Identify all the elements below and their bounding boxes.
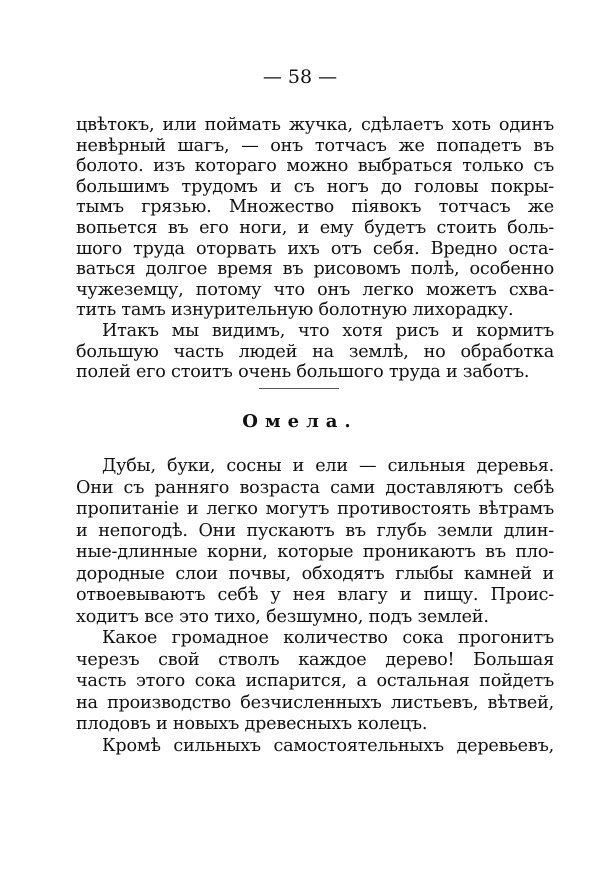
text-line: плодовъ и новыхъ древесныхъ колецъ.	[76, 714, 428, 734]
text-line: цвѣтокъ, или поймать жучка, сдѣлаетъ хоть одинъ	[76, 115, 554, 135]
text-line: ходитъ все это тихо, безшумно, подъ землей.	[76, 606, 489, 627]
text-line: невѣрный шагъ, — онъ тотчасъ же попадетъ въ	[76, 135, 554, 156]
text-line: большимъ трудомъ и съ ногъ до головы покры-	[76, 176, 554, 197]
text-line: шого труда оторвать ихъ отъ себя. Вредно оста-	[76, 238, 554, 259]
paragraph	[76, 456, 554, 628]
text-line: Итакъ мы видимъ, что хотя рисъ и кормитъ	[102, 320, 554, 341]
text-line: и непогодѣ. Они пускаютъ въ глубь земли длин-	[76, 520, 554, 541]
text-line: пропитаніе и легко могутъ противостоять вѣтрамъ	[76, 499, 554, 519]
text-line: Дубы, буки, сосны и ели — сильныя деревья.	[102, 456, 554, 476]
paragraph	[76, 115, 554, 321]
text-block-bottom	[76, 456, 554, 757]
text-line: ваться долгое время въ рисовомъ полѣ, особенно	[76, 259, 554, 280]
text-line: черезъ свой стволъ каждое дерево! Большая	[76, 649, 554, 670]
text-line: полей его стоитъ очень большого труда и заботъ.	[76, 362, 530, 383]
text-line: часть этого сока испарится, а остальная пойдетъ	[76, 671, 554, 691]
text-line: на производство безчисленныхъ листьевъ, вѣтвей,	[76, 692, 554, 713]
text-line: Кромѣ сильныхъ самостоятельныхъ деревьевъ,	[102, 735, 554, 756]
text-line: вопьется въ его ноги, и ему будетъ стоить боль-	[76, 217, 554, 238]
section-divider	[259, 388, 339, 390]
text-line: отвоевываютъ себѣ у нея влагу и пищу. Проис-	[76, 585, 554, 605]
text-line: дородные слои почвы, обходятъ глыбы камней и	[76, 563, 554, 584]
text-line: тымъ грязью. Множество піявокъ тотчасъ же	[76, 197, 554, 218]
text-line: большую часть людей на землѣ, но обработка	[76, 341, 554, 362]
text-line: ные-длинные корни, которые проникаютъ въ пло-	[76, 542, 554, 562]
paragraph	[76, 321, 554, 383]
paragraph	[76, 628, 554, 736]
section-title: Омела.	[242, 411, 358, 432]
page-number: — 58 —	[262, 66, 338, 88]
text-line: чужеземцу, потому что онъ легко можетъ схва-	[76, 279, 554, 300]
text-line: болото. изъ котораго можно выбраться только съ	[76, 156, 554, 177]
paragraph	[76, 736, 554, 758]
text-line: Они съ ранняго возраста сами доставляютъ себѣ	[76, 477, 554, 498]
text-line: Какое громадное количество сока прогонитъ	[102, 628, 554, 648]
text-line: тить тамъ изнурительную болотную лихорадку.	[76, 300, 514, 321]
text-block-top	[76, 115, 554, 383]
